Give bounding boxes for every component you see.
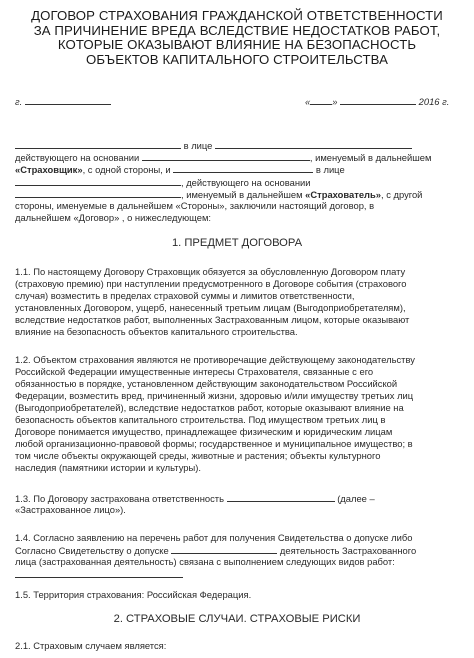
document-title [10,9,464,67]
insured-term: «Страхователь» [305,189,381,200]
party1-name-blank [15,139,181,149]
city-blank [25,95,111,105]
title-line-2: ЗА ПРИЧИНЕНИЕ ВРЕДА ВСЛЕДСТВИЕ НЕДОСТАТКОВ РАБОТ, [33,22,441,38]
city-prefix: г. [15,96,23,107]
preamble-line-4: , действующего на основании [15,176,311,189]
party1-rep-blank [215,139,412,149]
date-line: « » 2016 г. [305,96,450,107]
preamble-line-6: стороны, именуемые в дальнейшем «Стороны», заключили настоящий договор, в [15,200,375,211]
p12-line: том числе объекты окружающей среды, животные и растения; объекты культурного [15,450,381,461]
p14-line-3: лица (застрахованная деятельность) связана с выполнением следующих видов работ: [15,556,395,567]
p12-line: наследия (памятники истории и культуры). [15,462,201,473]
p11-line: влияние на безопасность объектов капитального строительства. [15,326,298,337]
p12-line: безопасность объектов капитального строительства. Под имуществом третьих лиц в [15,414,386,425]
p11-line: случая) возместить в пределах страховой суммы и лимитов ответственности, [15,290,355,301]
p11-line: вследствие недостатков работ, выполненных Застрахованным лицом, которые оказывают [15,314,410,325]
preamble-line-5: , именуемый в дальнейшем «Страхователь», с другой [15,188,422,201]
party2-basis-blank [15,188,181,198]
preamble-line-2: действующего на основании , именуемый в дальнейшем [15,152,432,163]
year-label: 2016 г. [418,96,450,107]
p14-line-4 [15,568,183,581]
p13-line-2: «Застрахованное лицо»). [15,504,126,515]
p11-line: (страховую премию) при наступлении предусмотренного в Договоре события (страхового [15,278,407,289]
p12-line: любой организационно-правовой формы; государственное и муниципальное имущество; в [15,438,413,449]
section-1-heading: 1. ПРЕДМЕТ ДОГОВОРА [171,237,303,249]
p12-line: 1.2. Объектом страхования являются не противоречащие действующему законодательству [15,354,415,365]
p12-line: Договоре понимается имущество, принадлежащее физическим и юридическим лицам [15,426,393,437]
p14-line-1: 1.4. Согласно заявлению на перечень работ для получения Свидетельства о допуске либо [15,532,413,543]
p11-line: установленных Договором, ущерб, нанесенный третьим лицам (Выгодоприобретателям), [15,302,406,313]
section-2-heading: 2. СТРАХОВЫЕ СЛУЧАИ. СТРАХОВЫЕ РИСКИ [113,613,361,625]
preamble-line-3: «Страховщик», с одной стороны, и в лице [15,164,345,175]
title-line-3: КОТОРЫЕ ОКАЗЫВАЮТ ВЛИЯНИЕ НА БЕЗОПАСНОСТЬ [57,37,417,53]
work-types-blank [15,568,183,578]
insurer-term: «Страховщик» [15,164,83,175]
title-line-1: ДОГОВОР СТРАХОВАНИЯ ГРАЖДАНСКОЙ ОТВЕТСТВЕННОСТИ [31,8,443,23]
p13-line-1: 1.3. По Договору застрахована ответственность (далее – [15,493,375,504]
insured-person-blank [227,492,335,502]
p21-line: 2.1. Страховым случаем является: [15,640,167,651]
p12-line: Российской Федерации имущественные интересы Страхователя, связанные с его [15,366,374,377]
p14-line-2: Согласно Свидетельству о допуске деятельность Застрахованного [15,545,417,556]
party1-basis-blank [142,151,310,161]
month-blank [340,95,416,105]
party2-name-blank [173,163,313,173]
preamble-line-7: дальнейшем «Договор» , о нижеследующем: [15,212,212,223]
preamble-line-1: в лице [15,139,412,152]
title-line-4: ОБЪЕКТОВ КАПИТАЛЬНОГО СТРОИТЕЛЬСТВА [85,51,389,67]
p12-line: Федерации, возместить вред, причиненный жизни, здоровью и/или имуществу третьих лиц [15,390,414,401]
p11-line: 1.1. По настоящему Договору Страховщик обязуется за обусловленную Договором плату [15,266,406,277]
party2-rep-blank [15,176,181,186]
p15-line: 1.5. Территория страхования: Российская Федерация. [15,589,252,600]
p12-line: обязанностью в порядке, установленном действующим законодательством Российской [15,378,398,389]
p12-line: (Выгодоприобретателей), вследствие недостатков работ, которые оказывают влияние на [15,402,404,413]
place-line [15,95,111,108]
day-blank [310,95,332,105]
certificate-blank [171,544,277,554]
